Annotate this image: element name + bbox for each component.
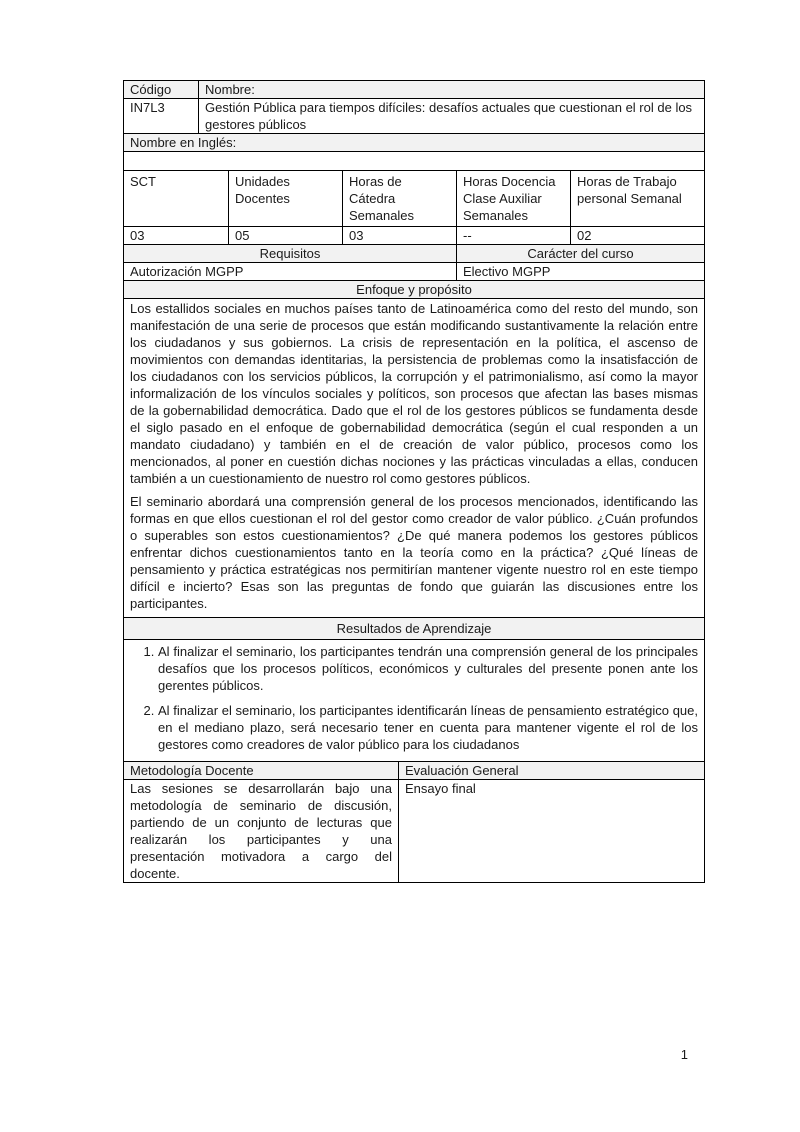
hours-value-unidades: 05	[229, 227, 343, 245]
course-program-sheet	[123, 80, 705, 883]
evaluacion-value: Ensayo final	[399, 780, 705, 883]
metodologia-label: Metodología Docente	[124, 762, 399, 780]
hours-value-personal: 02	[571, 227, 705, 245]
metodologia-value: Las sesiones se desarrollarán bajo una metodología de seminario de discusión, partiendo de un conjunto de lecturas que realizarán los participantes y una presentación motivadora a cargo del docente.	[124, 780, 399, 883]
nombre-value: Gestión Pública para tiempos difíciles: desafíos actuales que cuestionan el rol de los gestores públicos	[199, 99, 705, 134]
list-item: 2. Al finalizar el seminario, los participantes identificarán líneas de pensamiento estratégico que, en el mediano plazo, será necesario tener en cuenta para mantener vigente el rol de los gestores como creadores de valor público para los ciudadanos	[158, 702, 698, 753]
codigo-value: IN7L3	[124, 99, 199, 134]
hours-header-row	[124, 171, 705, 227]
hours-header-catedra: Horas de Cátedra Semanales	[343, 171, 457, 227]
nombre-ingles-value	[124, 152, 705, 171]
enfoque-paragraph: Los estallidos sociales en muchos países tanto de Latinoamérica como del resto del mundo, son manifestación de una serie de procesos que están modificando sustantivamente la relación entre los ciudadanos y sus gobiernos. La crisis de representación en la política, el ascenso de movimientos con demandas identitarias, la persistencia de problemas como la insatisfacción de los ciudadanos con los servicios públicos, la corrupción y el patrimonialismo, así como la mayor informalización de los vínculos sociales y políticos, son procesos que afectan las bases mismas de la gobernabilidad democrática. Dado que el rol de los gestores públicos se fundamenta desde el siglo pasado en el enfoque de gobernabilidad democrática (según el cual responden a un mandato ciudadano) y también en el de creación de valor público, procesos como los mencionados, al poner en cuestión dichas nociones y las prácticas vinculadas a ellas, conducen también a un cuestionamiento de nuestro rol como gestores públicos.	[130, 301, 698, 486]
codigo-label: Código	[124, 81, 199, 99]
enfoque-body	[124, 299, 705, 618]
resultados-title: Resultados de Aprendizaje	[124, 618, 705, 640]
header-table	[123, 80, 705, 171]
nombre-ingles-label: Nombre en Inglés:	[124, 134, 705, 152]
evaluacion-label: Evaluación General	[399, 762, 705, 780]
requisitos-table	[123, 244, 705, 281]
page-number: 1	[680, 1047, 688, 1062]
hours-header-auxiliar: Horas Docencia Clase Auxiliar Semanales	[457, 171, 571, 227]
hours-header-unidades: Unidades Docentes	[229, 171, 343, 227]
enfoque-title: Enfoque y propósito	[124, 281, 705, 299]
metodologia-table	[123, 761, 705, 883]
enfoque-paragraph: El seminario abordará una comprensión general de los procesos mencionados, identificando las formas en que ellos cuestionan el rol del gestor como creador de valor público. ¿Cuán profundos o superables son estos cuestionamientos? ¿De qué manera podemos los gestores públicos enfrentar dichos cuestionamientos tanto en la teoría como en la práctica? ¿Qué líneas de pensamiento y práctica estratégicas nos permitirían mantener vigente nuestro rol en este tiempo difícil e incierto? Esas son las preguntas de fondo que guiarán las discusiones entre los participantes.	[130, 494, 698, 611]
requisitos-value: Autorización MGPP	[124, 263, 457, 281]
hours-header-personal: Horas de Trabajo personal Semanal	[571, 171, 705, 227]
hours-value-catedra: 03	[343, 227, 457, 245]
resultados-list	[130, 643, 698, 753]
enfoque-table	[123, 280, 705, 762]
hours-header-sct: SCT	[124, 171, 229, 227]
hours-values-row	[124, 227, 705, 245]
caracter-label: Carácter del curso	[457, 245, 705, 263]
hours-value-sct: 03	[124, 227, 229, 245]
resultados-body	[124, 640, 705, 762]
hours-table	[123, 170, 705, 245]
caracter-value: Electivo MGPP	[457, 263, 705, 281]
nombre-label: Nombre:	[199, 81, 705, 99]
requisitos-label: Requisitos	[124, 245, 457, 263]
hours-value-auxiliar: --	[457, 227, 571, 245]
list-item: 1. Al finalizar el seminario, los participantes tendrán una comprensión general de los principales desafíos que los procesos políticos, económicos y culturales del presente ponen ante los gerentes públicos.	[158, 643, 698, 694]
